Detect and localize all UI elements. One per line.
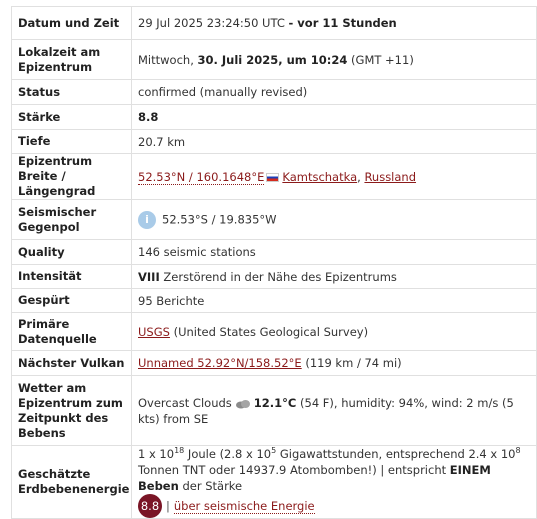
lokal-weekday: Mittwoch, (138, 52, 194, 67)
earthquake-info-table (11, 6, 537, 519)
cloud-icon (235, 399, 251, 409)
value-epizentrum (132, 154, 537, 200)
info-icon[interactable]: i (138, 211, 156, 229)
energy-text-5: der Stärke (178, 479, 243, 493)
weather-temp: 12.1°C (253, 395, 297, 410)
label-staerke: Stärke (12, 105, 132, 130)
value-intensitaet (132, 265, 537, 289)
intensity-roman: VIII (138, 269, 160, 284)
row-quelle (12, 313, 537, 351)
row-status (12, 80, 537, 105)
energy-sup-1: 18 (174, 446, 185, 456)
energy-sup-3: 8 (515, 446, 521, 456)
label-epizentrum: Epizentrum Breite / Längengrad (12, 154, 132, 200)
label-vulkan: Nächster Vulkan (12, 351, 132, 376)
energy-text-2: Joule (2.8 x 10 (184, 447, 272, 461)
row-intensitaet (12, 265, 537, 289)
value-tiefe: 20.7 km (132, 130, 537, 154)
value-lokalzeit (132, 40, 537, 80)
lokal-timezone: (GMT +11) (351, 52, 414, 67)
value-gespuert: 95 Berichte (132, 289, 537, 313)
row-wetter (12, 376, 537, 446)
volcano-distance: (119 km / 74 mi) (305, 356, 402, 370)
value-wetter (132, 376, 537, 446)
row-datum (12, 7, 537, 40)
row-gegenpol (12, 200, 537, 240)
country-link[interactable]: Russland (364, 169, 417, 184)
row-vulkan (12, 351, 537, 376)
value-quelle (132, 313, 537, 351)
label-gespuert: Gespürt (12, 289, 132, 313)
value-energie (132, 446, 537, 519)
datum-relative: - vor 11 Stunden (288, 16, 397, 30)
label-datum: Datum und Zeit (12, 7, 132, 40)
epicenter-coords-link[interactable]: 52.53°N / 160.1648°E (138, 169, 265, 184)
row-energie (12, 446, 537, 519)
usgs-link[interactable]: USGS (138, 324, 170, 339)
label-energie: Geschätzte Erdbebenenergie (12, 446, 132, 519)
value-gegenpol (132, 200, 537, 240)
lokal-date: 30. Juli 2025, um 10:24 (197, 52, 348, 67)
value-staerke: 8.8 (132, 105, 537, 130)
row-quality (12, 240, 537, 265)
datum-utc: 29 Jul 2025 23:24:50 UTC (138, 16, 285, 30)
region-link[interactable]: Kamtschatka (282, 169, 358, 184)
label-wetter: Wetter am Epizentrum zum Zeitpunkt des Bebens (12, 376, 132, 446)
weather-condition: Overcast Clouds (138, 395, 232, 410)
value-vulkan (132, 351, 537, 376)
intensity-text: Zerstörend in der Nähe des Epizentrums (163, 269, 397, 284)
value-status: confirmed (manually revised) (132, 80, 537, 105)
label-quelle: Primäre Datenquelle (12, 313, 132, 351)
energy-bold: EINEM Beben (138, 463, 491, 493)
energy-text-3: Gigawattstunden, entsprechend 2.4 x 10 (276, 447, 516, 461)
row-lokalzeit (12, 40, 537, 80)
volcano-link[interactable]: Unnamed 52.92°N/158.52°E (138, 356, 302, 370)
row-gespuert (12, 289, 537, 313)
energy-text-4: Tonnen TNT oder 14937.9 Atombomben!) | entspricht (138, 463, 450, 477)
row-epizentrum (12, 154, 537, 200)
label-gegenpol: Seismischer Gegenpol (12, 200, 132, 240)
seismic-energy-link[interactable]: über seismische Energie (173, 498, 315, 513)
row-staerke (12, 105, 537, 130)
label-lokalzeit: Lokalzeit am Epizentrum (12, 40, 132, 80)
label-quality: Quality (12, 240, 132, 265)
label-intensitaet: Intensität (12, 265, 132, 289)
energy-separator: | (166, 498, 170, 513)
energy-text-1: 1 x 10 (138, 447, 175, 461)
region-comma: , (357, 169, 361, 184)
source-text: (United States Geological Survey) (173, 324, 369, 339)
row-tiefe (12, 130, 537, 154)
energy-sup-2: 5 (271, 446, 277, 456)
value-datum (132, 7, 537, 40)
label-tiefe: Tiefe (12, 130, 132, 154)
value-quality: 146 seismic stations (132, 240, 537, 265)
magnitude-badge: 8.8 (138, 494, 162, 518)
antipode-coords[interactable]: 52.53°S / 19.835°W (162, 212, 277, 226)
label-status: Status (12, 80, 132, 105)
russia-flag-icon (266, 173, 279, 182)
weather-details: (54 F), humidity: 94%, wind: 2 m/s (5 kts) from SE (138, 395, 514, 426)
